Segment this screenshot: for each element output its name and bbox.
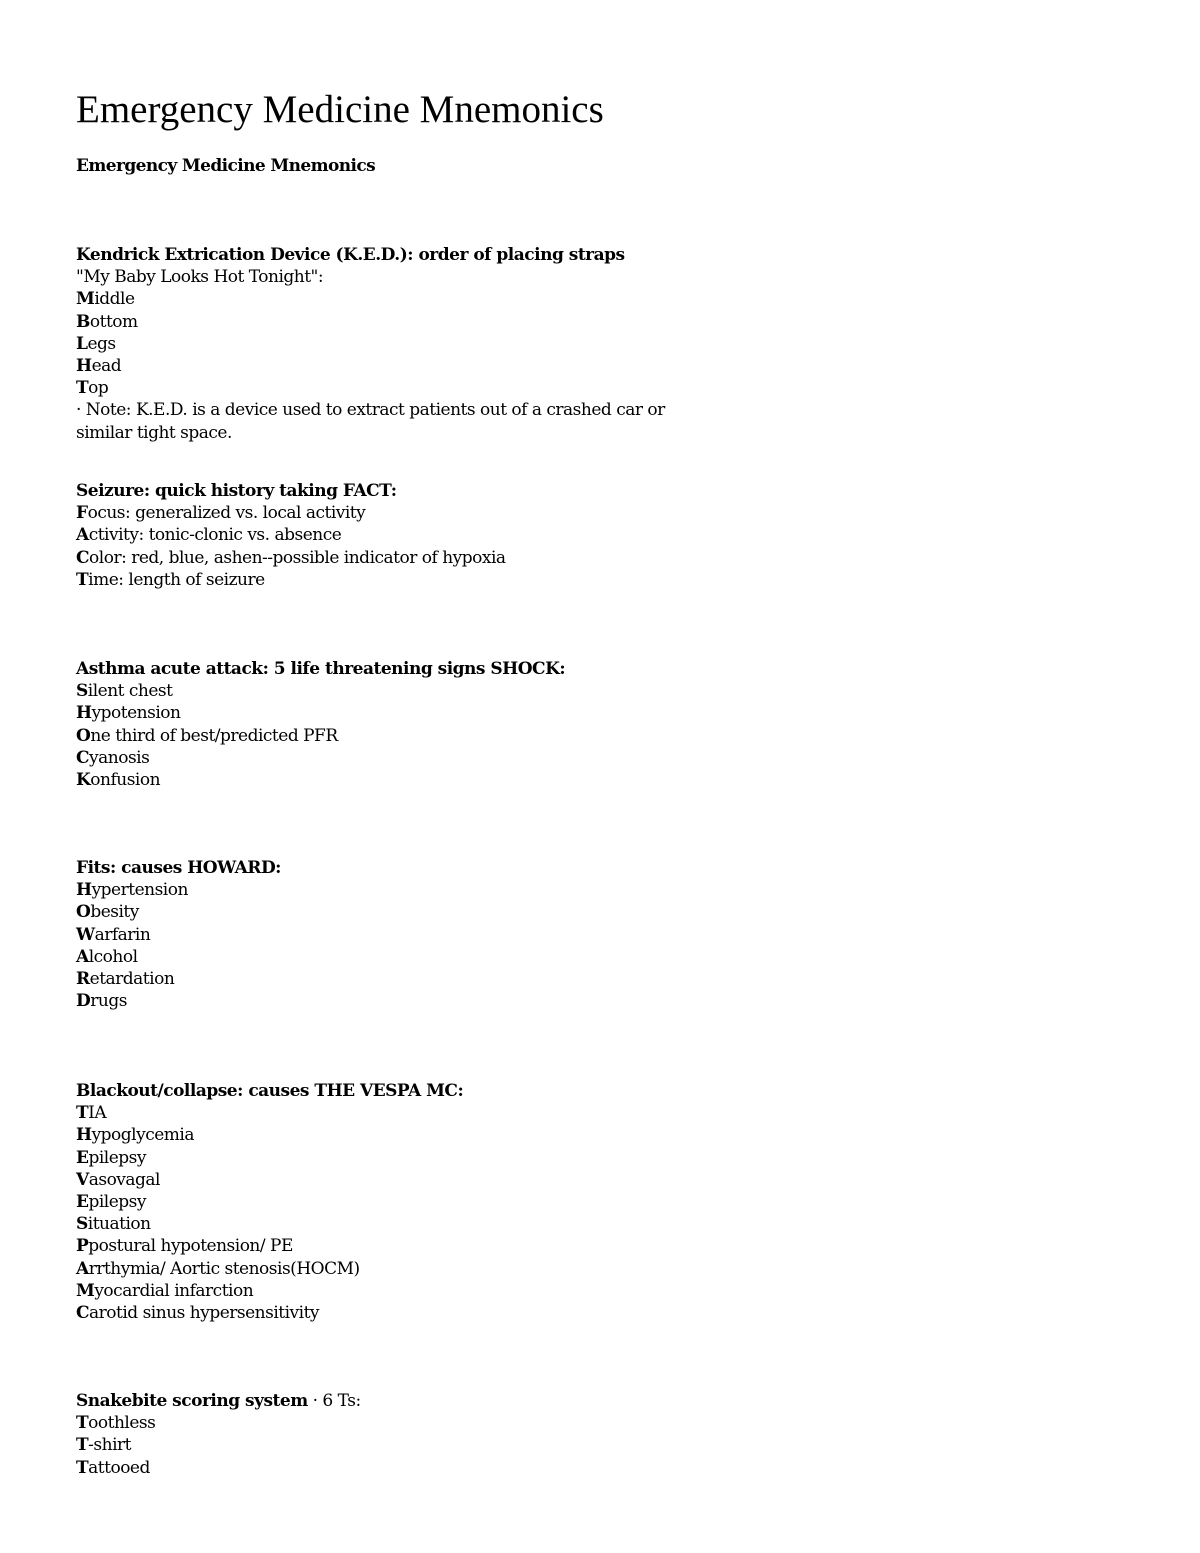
list-item	[76, 547, 716, 569]
mnemonic-letter: V	[76, 1169, 89, 1190]
mnemonic-letter: H	[76, 356, 92, 377]
mnemonic-text: yanosis	[89, 747, 150, 768]
section-heading: Fits: causes HOWARD:	[76, 858, 281, 878]
mnemonic-letter: H	[76, 703, 92, 724]
list-item	[76, 769, 716, 791]
mnemonic-letter: O	[76, 902, 91, 923]
mnemonic-letter: T	[76, 1413, 89, 1434]
mnemonic-text: iddle	[94, 289, 135, 310]
section-seizure	[76, 480, 716, 591]
mnemonic-letter: O	[76, 725, 91, 746]
list-item	[76, 747, 716, 769]
mnemonic-letter: B	[76, 311, 90, 332]
mnemonic-text: ocus: generalized vs. local activity	[87, 503, 366, 524]
mnemonic-text: oothless	[88, 1413, 156, 1434]
list-item	[76, 1213, 716, 1235]
mnemonic-letter: M	[76, 289, 95, 310]
document-subtitle: Emergency Medicine Mnemonics	[76, 156, 376, 176]
mnemonic-text: -shirt	[88, 1435, 131, 1456]
mnemonic-letter: P	[76, 1236, 89, 1257]
mnemonic-text: lcohol	[88, 946, 138, 967]
list-item	[76, 288, 716, 310]
list-item	[76, 1434, 716, 1456]
list-item	[76, 1280, 716, 1302]
section-heading-text: Snakebite scoring system	[76, 1391, 308, 1411]
section-fits	[76, 857, 716, 1012]
list-item	[76, 502, 716, 524]
note-text: · Note: K.E.D. is a device used to extract patients out of a crashed car or similar tight space.	[76, 400, 665, 443]
mnemonic-letter: T	[76, 378, 89, 399]
mnemonic-text: pilepsy	[88, 1192, 146, 1213]
section-ked	[76, 244, 716, 444]
mnemonic-text: asovagal	[88, 1169, 160, 1190]
list-item	[76, 1457, 716, 1479]
mnemonic-text: IA	[88, 1103, 107, 1124]
mnemonic-text: yocardial infarction	[94, 1280, 254, 1301]
list-item	[76, 1412, 716, 1434]
document-title: Emergency Medicine Mnemonics	[76, 88, 604, 131]
section-heading: Asthma acute attack: 5 life threatening signs SHOCK:	[76, 659, 566, 679]
list-item	[76, 1258, 716, 1280]
section-asthma	[76, 658, 716, 791]
mnemonic-letter: F	[76, 503, 88, 524]
mnemonic-letter: R	[76, 969, 90, 990]
mnemonic-text: olor: red, blue, ashen--possible indicator of hypoxia	[89, 547, 506, 568]
list-item	[76, 333, 716, 355]
mnemonic-letter: C	[76, 547, 90, 568]
list-item	[76, 924, 716, 946]
list-item	[76, 1235, 716, 1257]
mnemonic-text: ypoglycemia	[91, 1125, 194, 1146]
mnemonic-text: ituation	[87, 1214, 151, 1235]
section-heading-suffix: · 6 Ts:	[307, 1391, 361, 1411]
list-item	[76, 968, 716, 990]
list-item	[76, 879, 716, 901]
list-item	[76, 1124, 716, 1146]
mnemonic-text: arotid sinus hypersensitivity	[89, 1303, 320, 1324]
list-item	[76, 725, 716, 747]
mnemonic-letter: E	[76, 1192, 89, 1213]
mnemonic-letter: A	[76, 525, 89, 546]
mnemonic-text: ypertension	[91, 880, 188, 901]
mnemonic-letter: A	[76, 946, 89, 967]
list-item	[76, 377, 716, 399]
mnemonic-text: pilepsy	[88, 1147, 146, 1168]
list-item	[76, 901, 716, 923]
mnemonic-letter: T	[76, 1435, 89, 1456]
list-item	[76, 946, 716, 968]
mnemonic-text: ne third of best/predicted PFR	[90, 725, 338, 746]
list-item	[76, 1102, 716, 1124]
mnemonic-text: ypotension	[91, 703, 181, 724]
list-item	[76, 1169, 716, 1191]
mnemonic-letter: W	[76, 924, 95, 945]
mnemonic-text: rrthymia/ Aortic stenosis(HOCM)	[88, 1258, 360, 1279]
mnemonic-letter: E	[76, 1147, 89, 1168]
mnemonic-text: ilent chest	[87, 681, 173, 702]
mnemonic-letter: T	[76, 1103, 89, 1124]
mnemonic-letter: M	[76, 1280, 95, 1301]
mnemonic-text: besity	[90, 902, 139, 923]
mnemonic-letter: T	[76, 1457, 89, 1478]
mnemonic-letter: S	[76, 681, 88, 702]
list-item	[76, 1302, 716, 1324]
mnemonic-text: ead	[91, 356, 122, 377]
mnemonic-letter: H	[76, 880, 92, 901]
list-item	[76, 680, 716, 702]
section-blackout	[76, 1080, 716, 1324]
mnemonic-letter: D	[76, 991, 91, 1012]
list-item	[76, 355, 716, 377]
mnemonic-text: postural hypotension/ PE	[88, 1236, 293, 1257]
list-item	[76, 524, 716, 546]
mnemonic-text: rugs	[90, 991, 127, 1012]
mnemonic-letter: K	[76, 770, 91, 791]
mnemonic-text: ctivity: tonic-clonic vs. absence	[88, 525, 342, 546]
mnemonic-letter: L	[76, 333, 88, 354]
mnemonic-text: op	[88, 378, 109, 399]
list-item	[76, 1191, 716, 1213]
mnemonic-text: ottom	[89, 311, 138, 332]
mnemonic-text: arfarin	[94, 924, 151, 945]
list-item	[76, 1147, 716, 1169]
section-heading: Kendrick Extrication Device (K.E.D.): order of placing straps	[76, 245, 625, 265]
list-item	[76, 990, 716, 1012]
mnemonic-text: onfusion	[90, 770, 161, 791]
mnemonic-letter: A	[76, 1258, 89, 1279]
mnemonic-letter: S	[76, 1214, 88, 1235]
list-item	[76, 569, 716, 591]
mnemonic-phrase: "My Baby Looks Hot Tonight":	[76, 267, 324, 288]
section-heading	[76, 1390, 716, 1412]
mnemonic-letter: C	[76, 1303, 90, 1324]
section-snakebite	[76, 1390, 716, 1479]
list-item	[76, 702, 716, 724]
mnemonic-text: egs	[87, 333, 116, 354]
mnemonic-letter: T	[76, 569, 89, 590]
mnemonic-text: attooed	[88, 1457, 150, 1478]
mnemonic-text: ime: length of seizure	[88, 569, 265, 590]
mnemonic-text: etardation	[89, 969, 175, 990]
mnemonic-letter: C	[76, 747, 90, 768]
mnemonic-letter: H	[76, 1125, 92, 1146]
list-item	[76, 311, 716, 333]
section-heading: Blackout/collapse: causes THE VESPA MC:	[76, 1081, 464, 1101]
section-heading: Seizure: quick history taking FACT:	[76, 481, 397, 501]
